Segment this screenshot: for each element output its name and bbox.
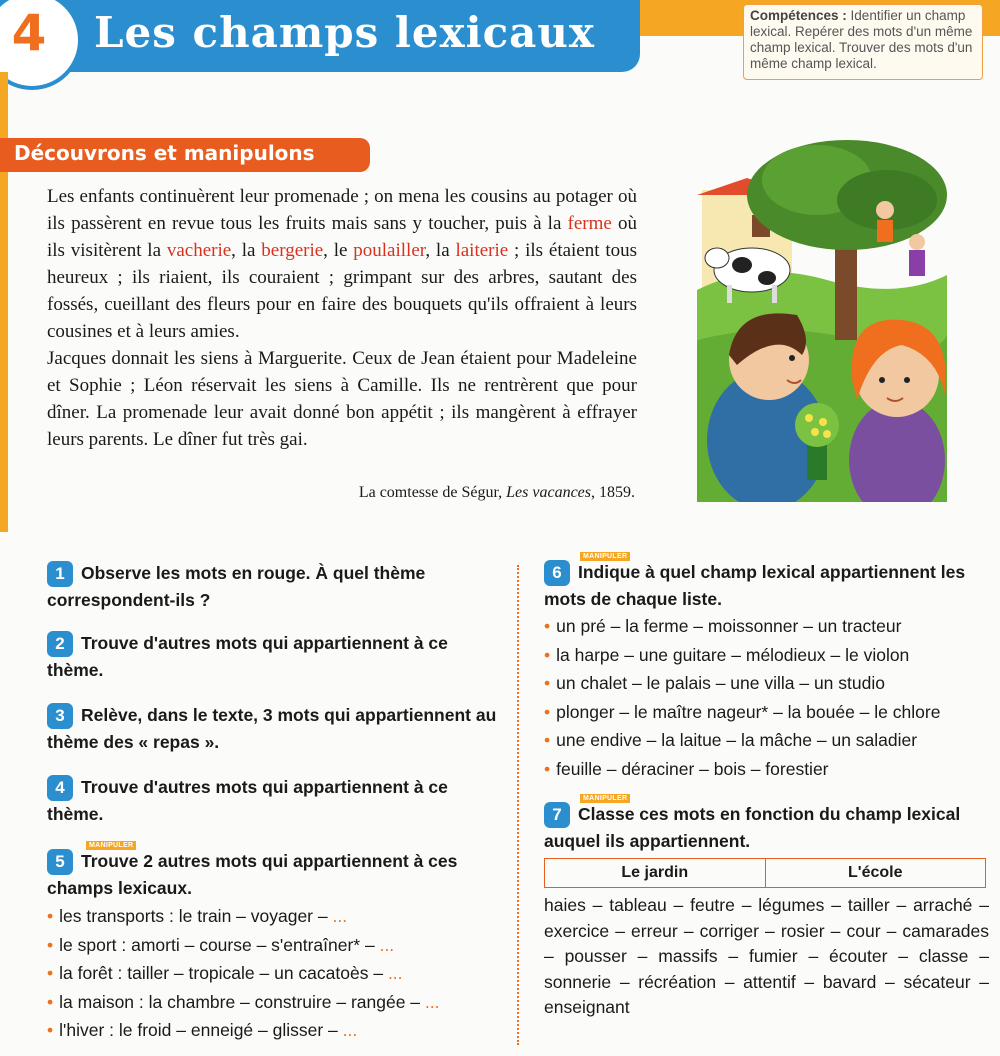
list-item: • un pré – la ferme – moissonner – un tracteur xyxy=(544,616,902,636)
passage-text: , le xyxy=(323,240,354,261)
passage-text: , la xyxy=(425,240,456,261)
highlighted-word: ferme xyxy=(567,213,612,234)
list-item: • l'hiver : le froid – enneigé – glisser – ... xyxy=(47,1020,358,1040)
competences-box xyxy=(743,4,983,80)
exercise-3 xyxy=(47,702,507,755)
table-header-jardin: Le jardin xyxy=(545,859,766,887)
section-heading xyxy=(0,138,370,172)
exercise-1 xyxy=(47,560,507,613)
chapter-number-badge xyxy=(0,0,82,90)
competences-text: Identifier un champ lexical. Repérer des mots d'un même champ lexical. Trouver des mots d'un même champ lexical. xyxy=(750,8,973,71)
exercise-instruction: Trouve d'autres mots qui appartiennent à ce thème. xyxy=(47,777,448,824)
exercise-instruction: Trouve 2 autres mots qui appartiennent à ces champs lexicaux. xyxy=(47,851,458,898)
exercise-instruction: Indique à quel champ lexical appartiennent les mots de chaque liste. xyxy=(544,562,966,609)
illustration xyxy=(697,140,947,502)
reading-passage xyxy=(47,183,637,453)
list-item: • une endive – la laitue – la mâche – un saladier xyxy=(544,730,918,750)
ex7-word-list: haies – tableau – feutre – légumes – tailler – arraché – exercice – erreur – corriger – rosier – cour – camarades – pousser – massifs – fumier – écouter – classe – sonnerie – récréation – attentif – bavard – sécateur – enseignant xyxy=(544,895,989,1017)
passage-source xyxy=(240,484,635,502)
list-item: • feuille – déraciner – bois – forestier xyxy=(544,758,829,779)
passage-paragraph-2: Jacques donnait les siens à Marguerite. Ceux de Jean étaient pour Madeleine et Sophie ; Léon réservait les siens à Camille. Ils ne rentrèrent que pour dîner. La promenade leur avait donné bon appétit ; ils mangèrent à effrayer leurs parents. Le dîner fut très gai. xyxy=(47,348,637,450)
list-item: • la maison : la chambre – construire – rangée – ... xyxy=(47,991,440,1012)
exercise-number: 4 xyxy=(47,775,73,801)
highlighted-word: laiterie xyxy=(455,240,509,261)
exercise-number: 5 xyxy=(47,849,73,875)
list-item: • plonger – le maître nageur* – la bouée – le chlore xyxy=(544,701,941,722)
table-header-ecole: L'école xyxy=(848,864,903,881)
exercise-number: 2 xyxy=(47,631,73,657)
list-item: • la harpe – une guitare – mélodieux – le violon xyxy=(544,644,910,665)
exercise-6 xyxy=(544,559,994,612)
competences-label: Compétences : xyxy=(750,8,847,23)
highlighted-word: bergerie xyxy=(261,240,324,261)
highlighted-word: vacherie xyxy=(166,240,232,261)
manipuler-tag: MANIPULER xyxy=(580,794,630,803)
exercise-number: 1 xyxy=(47,561,73,587)
manipuler-tag: MANIPULER xyxy=(86,841,136,850)
list-item: • la forêt : tailler – tropicale – un cacatoès – ... xyxy=(47,963,403,983)
exercise-instruction: Observe les mots en rouge. À quel thème correspondent-ils ? xyxy=(47,563,426,610)
exercise-5 xyxy=(47,848,507,901)
chapter-number: 4 xyxy=(11,4,47,62)
exercise-2 xyxy=(47,630,507,683)
exercise-4 xyxy=(47,774,507,827)
passage-text: où ils visitèrent la xyxy=(47,213,638,261)
column-divider xyxy=(517,565,519,1045)
ex5-list xyxy=(47,902,439,1045)
source-author: La comtesse de Ségur, xyxy=(358,484,503,501)
passage-text: , la xyxy=(231,240,262,261)
exercise-instruction: Trouve d'autres mots qui appartiennent à ce thème. xyxy=(47,633,448,680)
children-farm-illustration xyxy=(697,140,947,502)
section-title: Découvrons et manipulons xyxy=(14,141,315,165)
passage-text: Les enfants continuèrent leur promenade ; on mena les cousins au potager où ils passèrent en revue tous les fruits mais sans y toucher, puis à la xyxy=(47,186,637,234)
exercise-number: 7 xyxy=(544,802,570,828)
exercise-instruction: Relève, dans le texte, 3 mots qui appartiennent au thème des « repas ». xyxy=(47,705,497,752)
source-year: , 1859. xyxy=(591,484,635,501)
list-item: • le sport : amorti – course – s'entraîner* – ... xyxy=(47,934,395,955)
manipuler-tag: MANIPULER xyxy=(580,552,630,561)
list-item: • les transports : le train – voyager – ... xyxy=(47,906,348,926)
ex6-list xyxy=(544,612,940,783)
source-work: Les vacances xyxy=(506,484,591,501)
passage-paragraph-1 xyxy=(47,183,637,345)
passage-text: ; ils étaient tous heureux ; ils riaient, ils couraient ; grimpant sur des arbres, sautant des fossés, cueillant des fleurs pour en faire des bouquets qu'ils offraient à leurs cousines et à leurs amies. xyxy=(47,240,638,342)
chapter-title-bar xyxy=(0,0,640,72)
classification-table xyxy=(544,858,986,888)
exercise-7 xyxy=(544,801,994,854)
exercise-number: 6 xyxy=(544,560,570,586)
exercise-instruction: Classe ces mots en fonction du champ lexical auquel ils appartiennent. xyxy=(544,804,961,851)
chapter-title: Les champs lexicaux xyxy=(94,8,595,57)
list-item: • un chalet – le palais – une villa – un studio xyxy=(544,673,885,693)
exercise-number: 3 xyxy=(47,703,73,729)
highlighted-word: poulailler xyxy=(353,240,426,261)
